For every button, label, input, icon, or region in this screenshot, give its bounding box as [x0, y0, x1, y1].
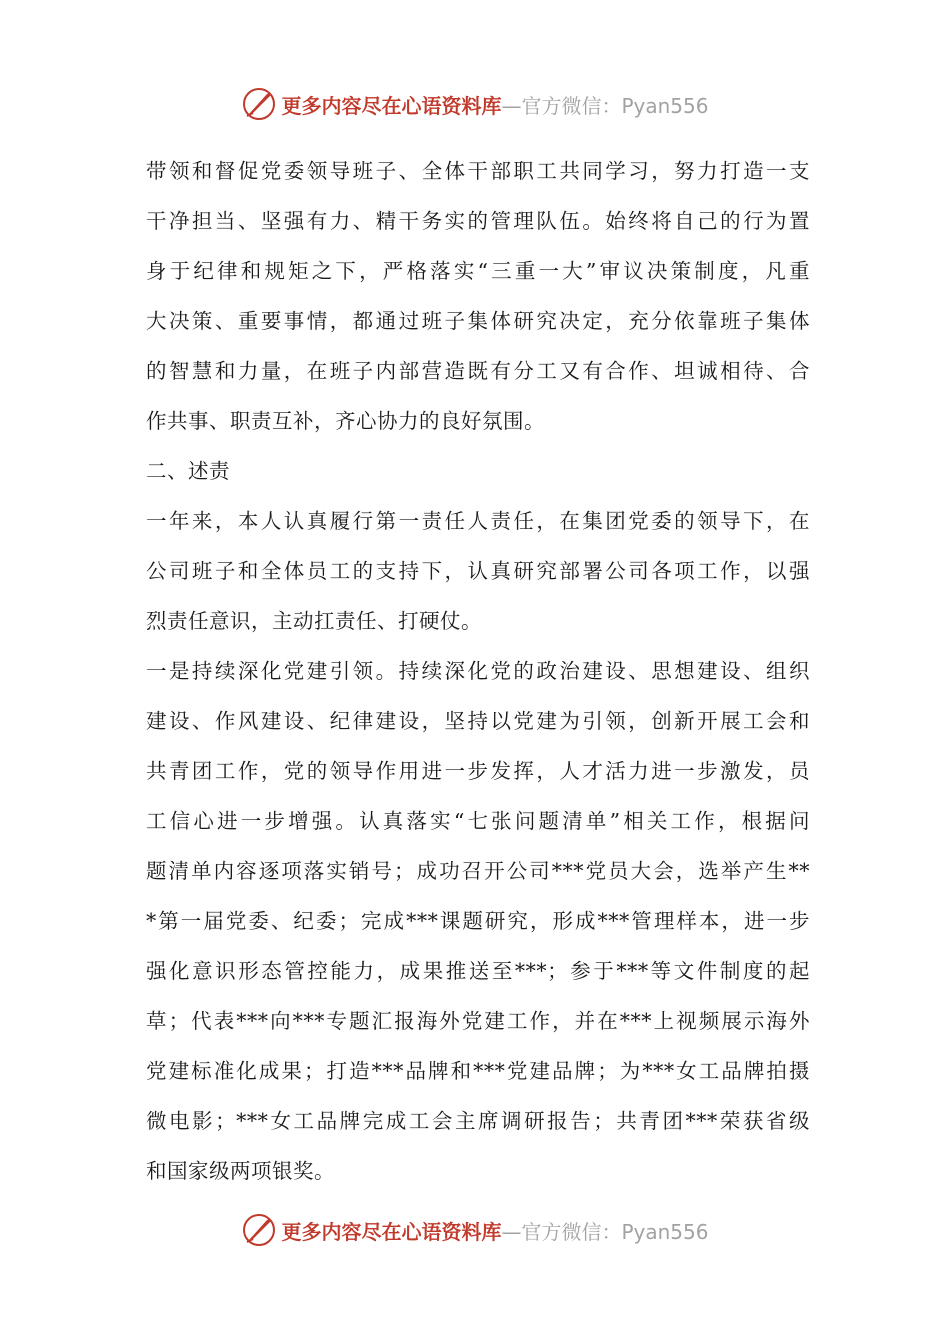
text-line: 强化意识形态管控能力，成果推送至***；参于***等文件制度的起	[146, 959, 810, 983]
text-line: 党建标准化成果；打造***品牌和***党建品牌；为***女工品牌拍摄	[146, 1059, 810, 1083]
text-line: 共青团工作，党的领导作用进一步发挥，人才活力进一步激发，员	[146, 759, 810, 783]
text-line: 和国家级两项银奖。	[146, 1159, 335, 1183]
text-line: 二、述责	[146, 459, 230, 483]
text-line: 一是持续深化党建引领。持续深化党的政治建设、思想建设、组织	[146, 659, 810, 683]
text-line: 身于纪律和规矩之下，严格落实“三重一大”审议决策制度，凡重	[146, 259, 810, 283]
watermark-brand-text: 更多内容尽在心语资料库	[281, 93, 502, 118]
text-line: 干净担当、坚强有力、精干务实的管理队伍。始终将自己的行为置	[146, 209, 810, 233]
text-line: 微电影；***女工品牌完成工会主席调研报告；共青团***荣获省级	[146, 1109, 810, 1133]
text-line: 烈责任意识，主动扛责任、打硬仗。	[146, 609, 482, 633]
watermark-wechat-text: —官方微信：Pyan556	[501, 93, 709, 118]
text-line: 的智慧和力量，在班子内部营造既有分工又有合作、坦诚相待、合	[146, 359, 810, 383]
text-line: *第一届党委、纪委；完成***课题研究，形成***管理样本，进一步	[146, 909, 810, 933]
watermark-brand-text: 更多内容尽在心语资料库	[281, 1219, 502, 1244]
watermark-wechat-text: —官方微信：Pyan556	[501, 1219, 709, 1244]
text-line: 题清单内容逐项落实销号；成功召开公司***党员大会，选举产生**	[146, 859, 810, 883]
text-line: 一年来，本人认真履行第一责任人责任，在集团党委的领导下，在	[146, 509, 810, 533]
footer-watermark	[0, 1210, 950, 1250]
quill-logo-icon	[241, 1212, 277, 1248]
text-line: 大决策、重要事情，都通过班子集体研究决定，充分依靠班子集体	[146, 309, 810, 333]
text-line: 建设、作风建设、纪律建设，坚持以党建为引领，创新开展工会和	[146, 709, 810, 733]
document-body	[146, 148, 810, 1198]
text-line: 公司班子和全体员工的支持下，认真研究部署公司各项工作，以强	[146, 559, 810, 583]
text-line: 作共事、职责互补，齐心协力的良好氛围。	[146, 409, 545, 433]
text-line: 工信心进一步增强。认真落实“七张问题清单”相关工作，根据问	[146, 809, 810, 833]
quill-logo-icon	[241, 86, 277, 122]
header-watermark	[0, 84, 950, 124]
text-line: 草；代表***向***专题汇报海外党建工作，并在***上视频展示海外	[146, 1009, 810, 1033]
text-line: 带领和督促党委领导班子、全体干部职工共同学习，努力打造一支	[146, 159, 810, 183]
